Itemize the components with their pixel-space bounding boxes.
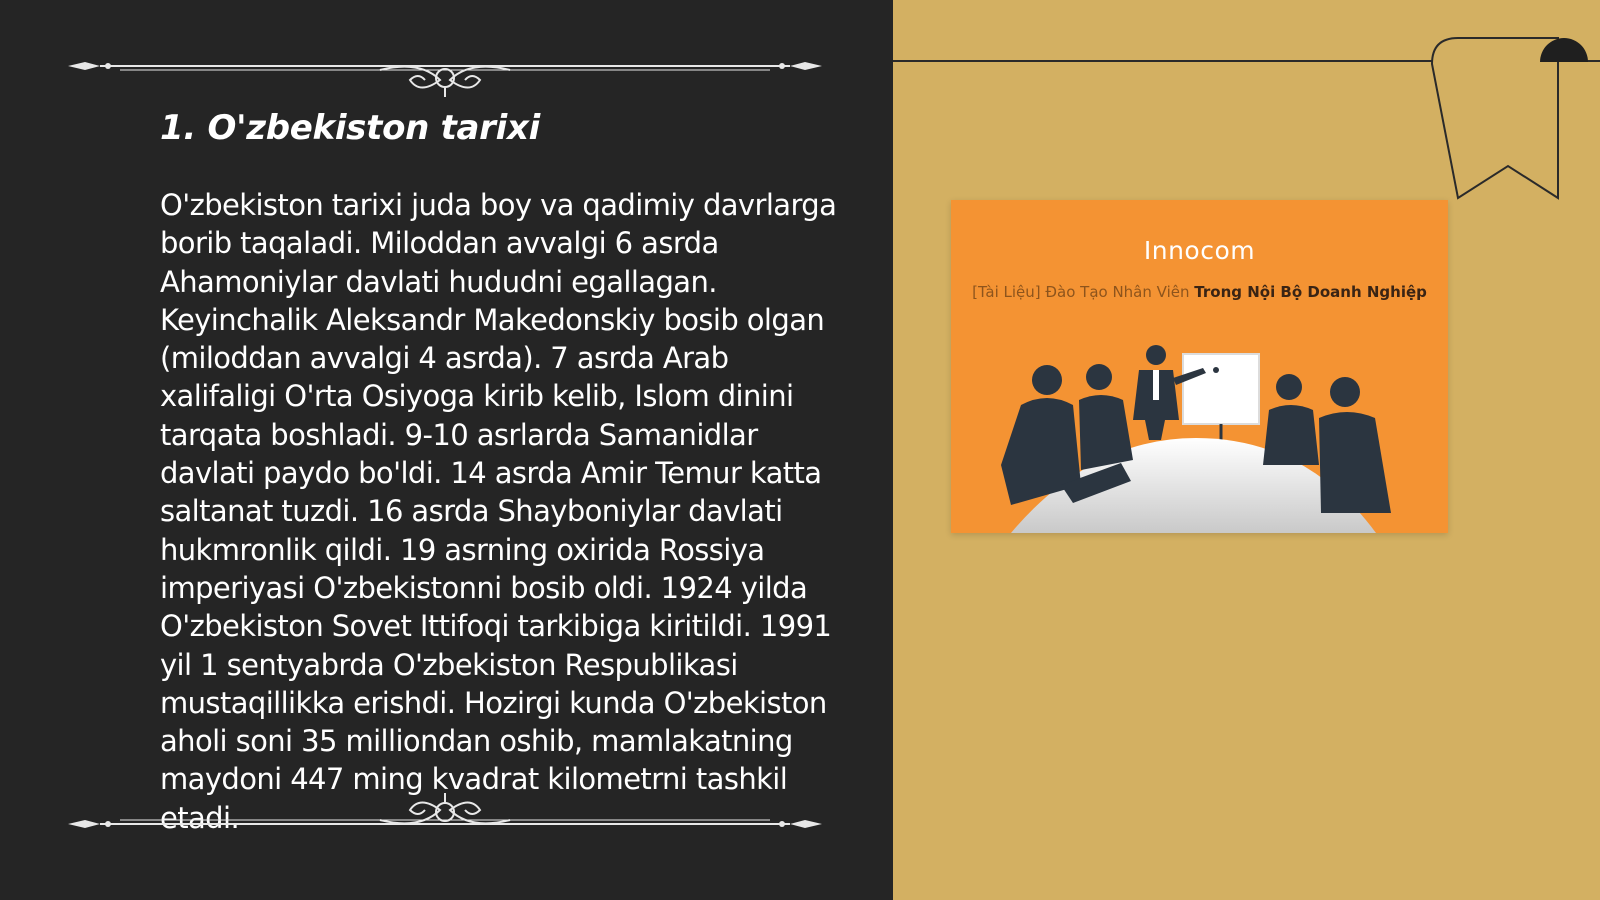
ornament-divider-top-icon bbox=[60, 40, 830, 100]
tagline-bold: Trong Nội Bộ Doanh Nghiệp bbox=[1194, 283, 1427, 301]
tagline-light: [Tài Liệu] Đào Tạo Nhân Viên bbox=[972, 283, 1190, 301]
bookmark-ribbon-icon bbox=[1430, 30, 1600, 205]
illustration-image bbox=[951, 200, 1448, 533]
slide-body-text: O'zbekiston tarixi juda boy va qadimiy davrlarga borib taqaladi. Miloddan avvalgi 6 asrda Ahamoniylar davlati hududni egallagan. Keyinchalik Aleksandr Makedonskiy bosib olgan (miloddan avvalgi 4 asrda). 7 asrda Arab xalifaligi O'rta Osiyoga kirib kelib, Islom dinini tarqata boshladi. 9-10 asrlarda Samanidlar davlati paydo bo'ldi. 14 asrda Amir Temur katta saltanat tuzdi. 16 asrda Shayboniylar davlati hukmronlik qildi. 19 asrning oxirida Rossiya imperiyasi O'zbekistonni bosib oldi. 1924 yilda O'zbekiston Sovet Ittifoqi tarkibiga kiritildi. 1991 yil 1 sentyabrda O'zbekiston Respublikasi mustaqillikka erishdi. Hozirgi kunda O'zbekiston aholi soni 35 milliondan oshib, mamlakatning maydoni 447 ming kvadrat kilometrni tashkil etadi. bbox=[160, 188, 837, 835]
brand-logo-text: Innocom bbox=[1143, 236, 1256, 265]
ornament-divider-bottom-icon bbox=[60, 784, 830, 844]
image-tagline bbox=[951, 283, 1448, 301]
meeting-presentation-illustration-icon bbox=[951, 330, 1448, 533]
slide-title: 1. O'zbekiston tarixi bbox=[160, 108, 540, 148]
